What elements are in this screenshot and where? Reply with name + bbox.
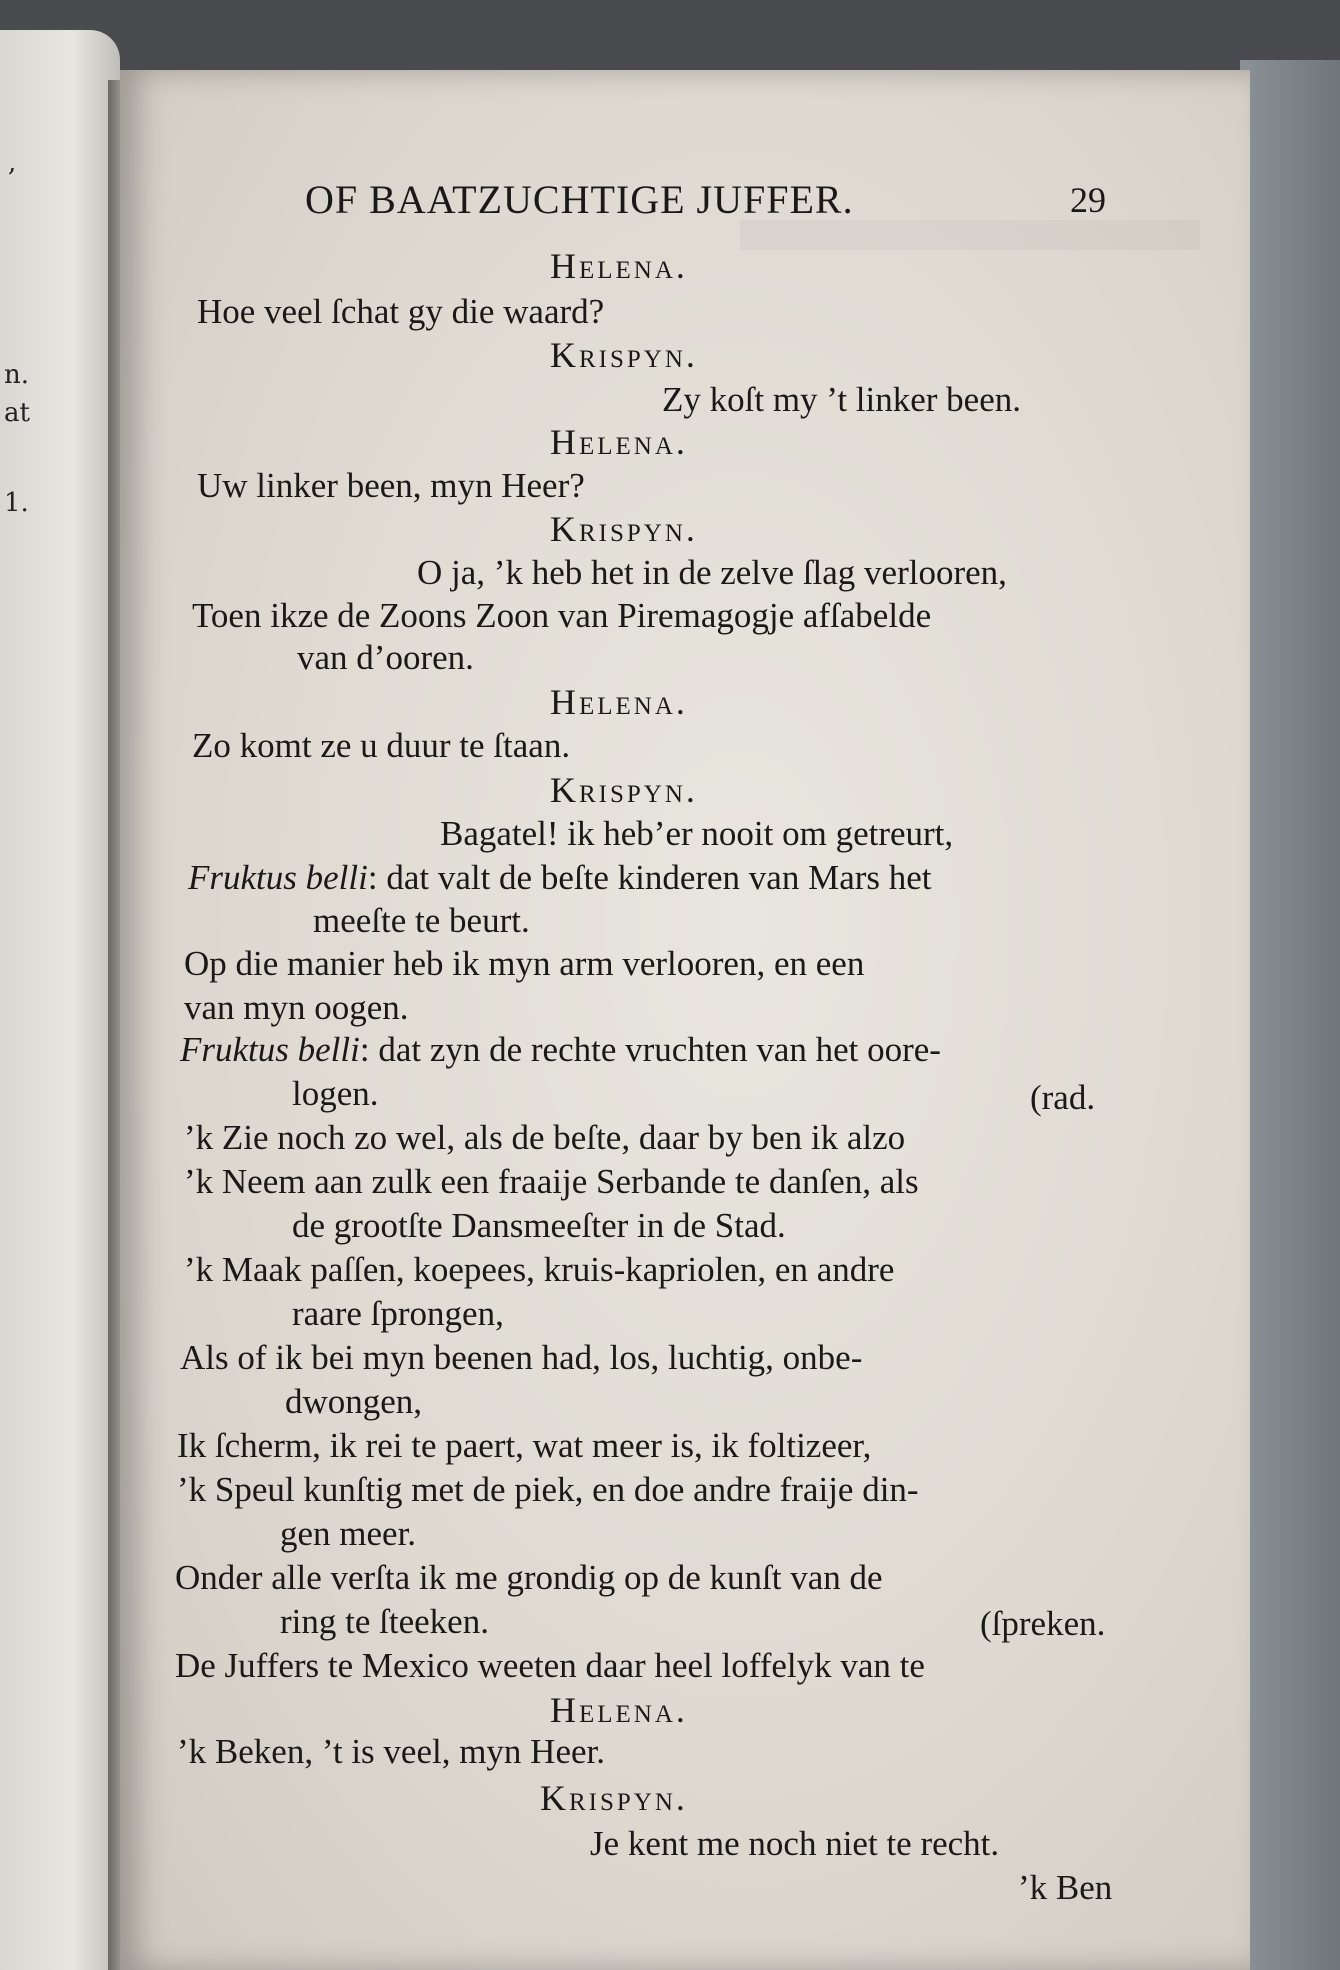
bleed-through (740, 220, 1200, 250)
verse-line-italic-lead (188, 860, 932, 895)
speaker-name: Helena. (550, 422, 688, 462)
verse-line: ring te ſteeken. (280, 1602, 489, 1641)
verse-line: O ja, ’k heb het in de zelve ſlag verlooren, (417, 553, 1007, 592)
speaker-name: Krispyn. (550, 770, 698, 810)
left-page-fragment: at (4, 398, 30, 428)
page-number: 29 (1070, 180, 1106, 220)
verse-line-italic-lead (180, 1032, 941, 1067)
verse-line: van myn oogen. (184, 988, 409, 1027)
verse-line: raare ſprongen, (292, 1294, 504, 1333)
verse-line-rest: : dat valt de beſte kinderen van Mars het (367, 858, 932, 897)
speaker-name: Helena. (550, 246, 688, 286)
verse-line: Als of ik bei myn beenen had, los, luchtig, onbe- (180, 1338, 863, 1377)
speaker-name: Krispyn. (550, 509, 698, 549)
verse-line: ’k Neem aan zulk een fraaije Serbande te danſen, als (184, 1162, 919, 1201)
left-page-fragment: 1. (4, 488, 29, 518)
book-page (120, 70, 1250, 1970)
verse-line: ’k Beken, ’t is veel, myn Heer. (177, 1732, 605, 1771)
verse-line: Ik ſcherm, ik rei te paert, wat meer is, ik foltizeer, (177, 1426, 872, 1465)
facing-left-page (0, 30, 120, 1970)
running-title: OF BAATZUCHTIGE JUFFER. (305, 177, 854, 222)
verse-line: de grootſte Dansmeeſter in de Stad. (292, 1206, 786, 1245)
verse-line: (rad. (1030, 1078, 1096, 1117)
catchword: ’k Ben (1018, 1868, 1113, 1907)
verse-line: ’k Speul kunſtig met de piek, en doe andre fraije din- (177, 1470, 919, 1509)
verse-line: Op die manier heb ik myn arm verlooren, en een (184, 944, 865, 983)
speaker-name: Helena. (550, 1690, 688, 1730)
verse-line-rest: : dat zyn de rechte vruchten van het oore- (359, 1030, 941, 1069)
latin-phrase: Fruktus belli (180, 1030, 360, 1069)
left-page-fragment: n. (4, 360, 30, 390)
verse-line: Je kent me noch niet te recht. (590, 1824, 1000, 1863)
verse-line: Hoe veel ſchat gy die waard? (197, 292, 605, 331)
verse-line: Uw linker been, myn Heer? (197, 466, 585, 505)
verse-line: meeſte te beurt. (313, 901, 530, 940)
verse-line: (ſpreken. (980, 1604, 1106, 1643)
book-cover-edge (1240, 60, 1340, 1970)
verse-line: Toen ikze de Zoons Zoon van Piremagogje afſabelde (192, 596, 932, 635)
verse-line: ’k Maak paſſen, koepees, kruis-kapriolen, en andre (184, 1250, 895, 1289)
speaker-name: Helena. (550, 682, 688, 722)
latin-phrase: Fruktus belli (188, 858, 368, 897)
verse-line: Onder alle verſta ik me grondig op de kunſt van de (175, 1558, 883, 1597)
verse-line: dwongen, (285, 1382, 423, 1421)
verse-line: gen meer. (280, 1514, 417, 1553)
verse-line: ’k Zie noch zo wel, als de beſte, daar by ben ik alzo (184, 1118, 906, 1157)
verse-line: Bagatel! ik heb’er nooit om getreurt, (440, 814, 954, 853)
verse-line: De Juffers te Mexico weeten daar heel loffelyk van te (175, 1646, 925, 1685)
verse-line: Zo komt ze u duur te ſtaan. (192, 726, 571, 765)
left-page-fragment: , (8, 148, 17, 178)
speaker-name: Krispyn. (540, 1778, 688, 1818)
speaker-name: Krispyn. (550, 335, 698, 375)
verse-line: Zy koſt my ’t linker been. (662, 380, 1022, 419)
verse-line: logen. (292, 1074, 379, 1113)
verse-line: van d’ooren. (297, 638, 474, 677)
